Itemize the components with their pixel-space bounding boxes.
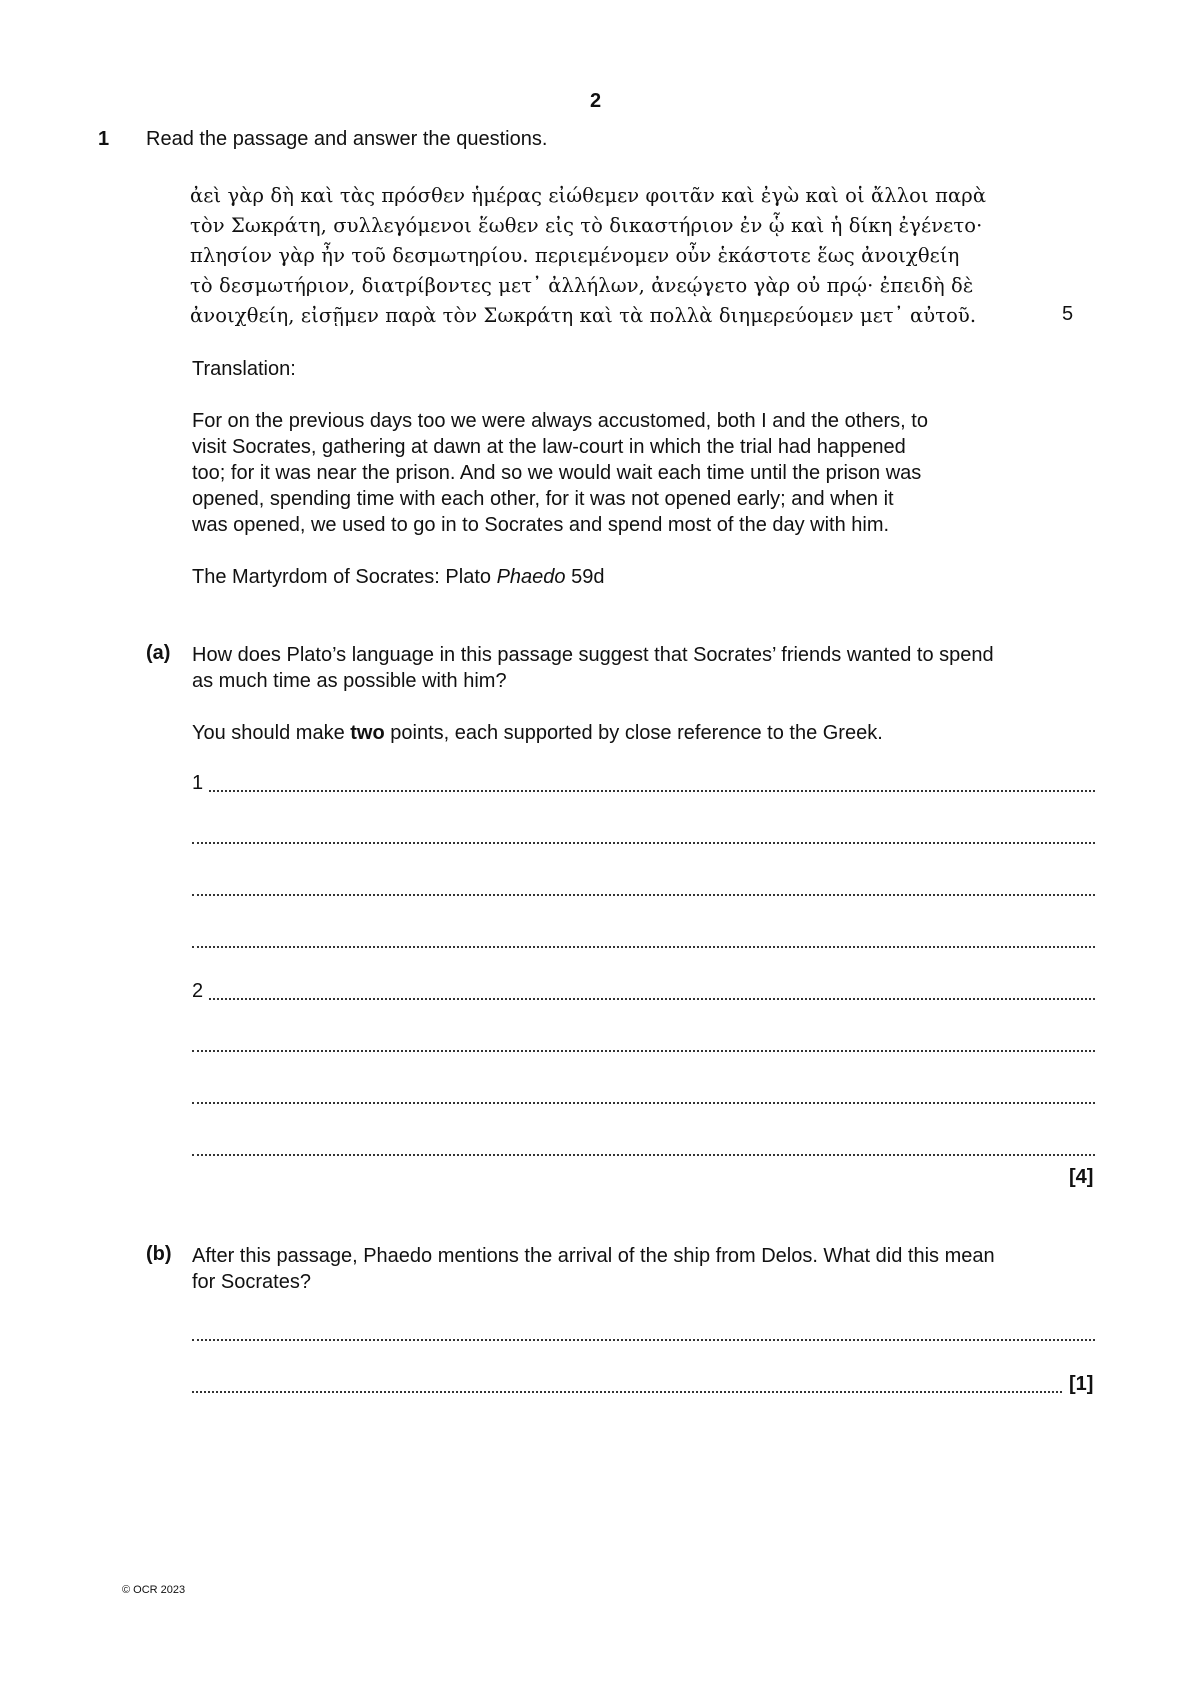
greek-line-3: πλησίον γὰρ ἦν τοῦ δεσμωτηρίου. περιεμένομεν οὖν ἑκάστοτε ἕως ἀνοιχθείη (190, 244, 960, 267)
source-prefix: The Martyrdom of Socrates: Plato (192, 566, 497, 588)
answer-line-a3[interactable] (192, 892, 1095, 896)
answer-line-a5[interactable] (192, 996, 1095, 1000)
translation-line-1: For on the previous days too we were always accustomed, both I and the others, to (192, 410, 928, 432)
translation-heading: Translation: (192, 358, 296, 380)
greek-line-1: ἀεὶ γὰρ δὴ καὶ τὰς πρόσθεν ἡμέρας εἰώθεμεν φοιτᾶν καὶ ἐγὼ καὶ οἱ ἄλλοι παρὰ (190, 184, 987, 207)
greek-line-5: ἀνοιχθείη, εἰσῇμεν παρὰ τὸν Σωκράτη καὶ τὰ πολλὰ διημερεύομεν μετ᾽ αὐτοῦ. (190, 304, 977, 327)
part-b-label: (b) (146, 1243, 172, 1265)
answer-line-a7[interactable] (192, 1100, 1095, 1104)
part-a-question-line-1: How does Plato’s language in this passage suggest that Socrates’ friends wanted to spend (192, 644, 994, 666)
copyright: © OCR 2023 (122, 1584, 186, 1596)
answer-line-a4[interactable] (192, 944, 1095, 948)
instruction-suffix: points, each supported by close reference to the Greek. (384, 722, 883, 744)
question-instruction: Read the passage and answer the questions. (146, 128, 548, 150)
source-title: Phaedo (496, 566, 566, 588)
answer-line-a6[interactable] (192, 1048, 1095, 1052)
instruction-prefix: You should make (192, 722, 351, 744)
part-a-marks: [4] (1069, 1166, 1094, 1188)
translation-line-4: opened, spending time with each other, for it was not opened early; and when it (192, 488, 894, 510)
instruction-bold: two (350, 722, 385, 744)
greek-line-4: τὸ δεσμωτήριον, διατρίβοντες μετ᾽ ἀλλήλων, ἀνεῴγετο γὰρ οὐ πρῴ· ἐπειδὴ δὲ (190, 274, 974, 297)
answer-point-2-number: 2 (192, 980, 209, 1003)
translation-line-2: visit Socrates, gathering at dawn at the law-court in which the trial had happened (192, 436, 906, 458)
part-a-label: (a) (146, 642, 171, 664)
line-number: 5 (1062, 303, 1074, 325)
answer-line-a8[interactable] (192, 1152, 1095, 1156)
page-number: 2 (589, 90, 602, 112)
greek-line-2: τὸν Σωκράτη, συλλεγόμενοι ἕωθεν εἰς τὸ δικαστήριον ἐν ᾧ καὶ ἡ δίκη ἐγένετο· (190, 214, 983, 237)
part-b-question-line-2: for Socrates? (192, 1271, 311, 1293)
part-a-question-line-2: as much time as possible with him? (192, 670, 507, 692)
answer-point-1-number: 1 (192, 772, 209, 795)
passage-source (192, 564, 604, 591)
question-number: 1 (98, 128, 110, 150)
answer-line-a1[interactable] (192, 788, 1095, 792)
answer-line-b1[interactable] (192, 1337, 1095, 1341)
translation-line-3: too; for it was near the prison. And so we would wait each time until the prison was (192, 462, 922, 484)
translation-line-5: was opened, we used to go in to Socrates and spend most of the day with him. (192, 514, 890, 536)
answer-line-b2[interactable] (192, 1389, 1062, 1393)
answer-line-a2[interactable] (192, 840, 1095, 844)
part-b-question-line-1: After this passage, Phaedo mentions the arrival of the ship from Delos. What did this mean (192, 1245, 995, 1267)
part-b-marks: [1] (1069, 1373, 1094, 1395)
source-ref: 59d (565, 566, 605, 588)
part-a-instruction (192, 720, 883, 747)
